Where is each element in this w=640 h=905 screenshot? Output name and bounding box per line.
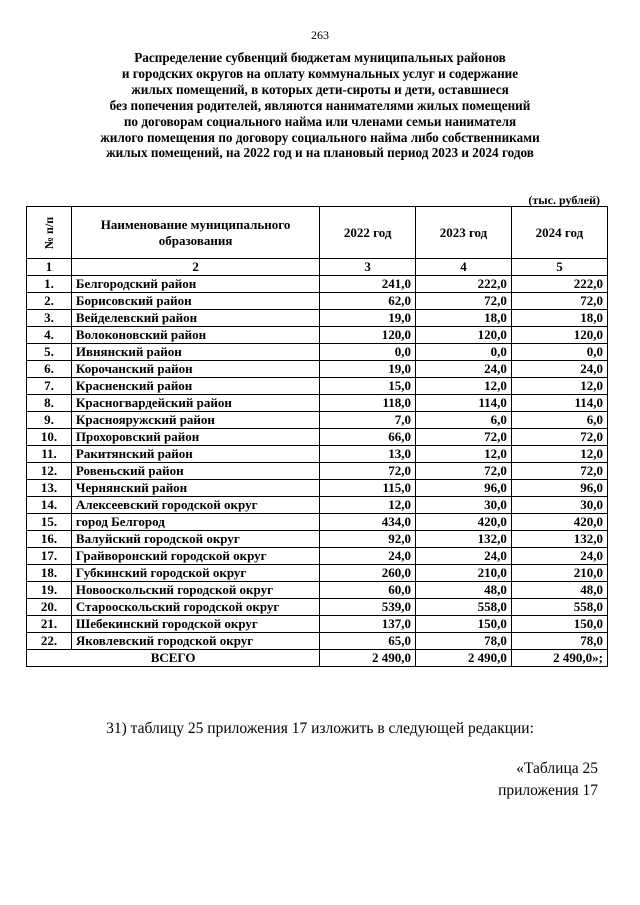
row-2023: 558,0 (416, 599, 512, 616)
column-number-row (27, 259, 608, 276)
row-2024: 420,0 (511, 514, 607, 531)
header-2024: 2024 год (511, 207, 607, 259)
title-line: без попечения родителей, являются нанимателями жилых помещений (109, 97, 531, 113)
row-number: 10. (27, 429, 72, 446)
column-number: 4 (416, 259, 512, 276)
row-number: 20. (27, 599, 72, 616)
row-number: 19. (27, 582, 72, 599)
row-2024: 114,0 (511, 395, 607, 412)
units-label: (тыс. рублей) (528, 193, 600, 207)
row-name: Корочанский район (71, 361, 319, 378)
title-line: Распределение субвенций бюджетам муниципальных районов (134, 50, 506, 65)
row-name: город Белгород (71, 514, 319, 531)
row-2023: 96,0 (416, 480, 512, 497)
title-line: жилых помещений, в которых дети-сироты и дети, оставшиеся (131, 81, 509, 97)
instruction-text: 31) таблицу 25 приложения 17 изложить в следующей редакции: (106, 720, 534, 737)
row-2022: 66,0 (320, 429, 416, 446)
table-row (27, 514, 608, 531)
row-2022: 15,0 (320, 378, 416, 395)
row-name: Алексеевский городской округ (71, 497, 319, 514)
header-num: № п/п (27, 207, 72, 259)
document-title (40, 50, 600, 161)
row-2023: 78,0 (416, 633, 512, 650)
page-number: 263 (311, 28, 329, 42)
row-2022: 13,0 (320, 446, 416, 463)
row-number: 12. (27, 463, 72, 480)
header-2022: 2022 год (320, 207, 416, 259)
title-line: жилого помещения по договору социального найма либо собственниками (100, 129, 540, 145)
table-header-row (27, 207, 608, 259)
row-name: Губкинский городской округ (71, 565, 319, 582)
column-number: 5 (511, 259, 607, 276)
row-2023: 12,0 (416, 378, 512, 395)
row-number: 8. (27, 395, 72, 412)
row-2023: 6,0 (416, 412, 512, 429)
row-number: 17. (27, 548, 72, 565)
title-line: по договорам социального найма или членами семьи нанимателя (123, 113, 517, 129)
row-2023: 24,0 (416, 548, 512, 565)
table-row (27, 344, 608, 361)
table-row (27, 395, 608, 412)
table-row (27, 480, 608, 497)
table-row (27, 293, 608, 310)
table-row (27, 616, 608, 633)
row-2022: 24,0 (320, 548, 416, 565)
row-name: Ракитянский район (71, 446, 319, 463)
row-name: Красногвардейский район (71, 395, 319, 412)
row-2023: 48,0 (416, 582, 512, 599)
title-line: жилых помещений, на 2022 год и на плановый период 2023 и 2024 годов (106, 145, 534, 161)
row-name: Старооскольский городской округ (71, 599, 319, 616)
table-row (27, 327, 608, 344)
header-2023: 2023 год (416, 207, 512, 259)
title-line: и городских округов на оплату коммунальных услуг и содержание (121, 65, 519, 81)
table-row (27, 565, 608, 582)
table-row (27, 310, 608, 327)
row-2022: 137,0 (320, 616, 416, 633)
row-2024: 30,0 (511, 497, 607, 514)
row-name: Краснояружский район (71, 412, 319, 429)
row-2022: 260,0 (320, 565, 416, 582)
table-row (27, 599, 608, 616)
row-number: 14. (27, 497, 72, 514)
table-row (27, 497, 608, 514)
row-2022: 0,0 (320, 344, 416, 361)
row-number: 21. (27, 616, 72, 633)
row-name: Борисовский район (71, 293, 319, 310)
row-number: 2. (27, 293, 72, 310)
row-2022: 241,0 (320, 276, 416, 293)
row-2022: 62,0 (320, 293, 416, 310)
row-2024: 6,0 (511, 412, 607, 429)
row-number: 1. (27, 276, 72, 293)
row-name: Чернянский район (71, 480, 319, 497)
row-2024: 12,0 (511, 378, 607, 395)
row-2024: 24,0 (511, 548, 607, 565)
row-number: 22. (27, 633, 72, 650)
row-2023: 30,0 (416, 497, 512, 514)
row-2022: 12,0 (320, 497, 416, 514)
row-name: Ровеньский район (71, 463, 319, 480)
row-name: Новооскольский городской округ (71, 582, 319, 599)
table-row (27, 378, 608, 395)
total-2024: 2 490,0»; (511, 650, 607, 667)
row-2023: 222,0 (416, 276, 512, 293)
row-2024: 558,0 (511, 599, 607, 616)
row-2022: 19,0 (320, 361, 416, 378)
table-row (27, 412, 608, 429)
row-name: Белгородский район (71, 276, 319, 293)
row-number: 9. (27, 412, 72, 429)
row-name: Шебекинский городской округ (71, 616, 319, 633)
total-2023: 2 490,0 (416, 650, 512, 667)
row-2023: 0,0 (416, 344, 512, 361)
row-name: Вейделевский район (71, 310, 319, 327)
row-2023: 150,0 (416, 616, 512, 633)
row-2023: 120,0 (416, 327, 512, 344)
row-2024: 18,0 (511, 310, 607, 327)
row-2023: 72,0 (416, 293, 512, 310)
row-number: 6. (27, 361, 72, 378)
row-number: 5. (27, 344, 72, 361)
row-number: 4. (27, 327, 72, 344)
table-row (27, 446, 608, 463)
row-2022: 92,0 (320, 531, 416, 548)
subsidy-table (26, 206, 608, 667)
row-number: 18. (27, 565, 72, 582)
row-2024: 0,0 (511, 344, 607, 361)
row-2024: 72,0 (511, 463, 607, 480)
table-ref-line: приложения 17 (498, 782, 598, 799)
row-2024: 24,0 (511, 361, 607, 378)
row-name: Прохоровский район (71, 429, 319, 446)
row-name: Ивнянский район (71, 344, 319, 361)
row-2022: 72,0 (320, 463, 416, 480)
row-2024: 96,0 (511, 480, 607, 497)
header-name: Наименование муниципального образования (71, 207, 319, 259)
total-row (27, 650, 608, 667)
row-2022: 539,0 (320, 599, 416, 616)
row-name: Яковлевский городской округ (71, 633, 319, 650)
row-2024: 48,0 (511, 582, 607, 599)
row-2023: 132,0 (416, 531, 512, 548)
column-number: 3 (320, 259, 416, 276)
table-row (27, 548, 608, 565)
table-row (27, 531, 608, 548)
row-2022: 115,0 (320, 480, 416, 497)
row-2023: 18,0 (416, 310, 512, 327)
row-2022: 434,0 (320, 514, 416, 531)
row-number: 15. (27, 514, 72, 531)
table-row (27, 361, 608, 378)
row-2024: 120,0 (511, 327, 607, 344)
row-2022: 118,0 (320, 395, 416, 412)
row-name: Красненский район (71, 378, 319, 395)
row-name: Грайворонский городской округ (71, 548, 319, 565)
row-2024: 78,0 (511, 633, 607, 650)
table-row (27, 633, 608, 650)
row-2023: 420,0 (416, 514, 512, 531)
row-2024: 72,0 (511, 429, 607, 446)
row-2023: 114,0 (416, 395, 512, 412)
row-2022: 65,0 (320, 633, 416, 650)
total-2022: 2 490,0 (320, 650, 416, 667)
row-number: 11. (27, 446, 72, 463)
row-number: 3. (27, 310, 72, 327)
row-number: 7. (27, 378, 72, 395)
row-2024: 12,0 (511, 446, 607, 463)
total-label: ВСЕГО (27, 650, 320, 667)
row-2024: 132,0 (511, 531, 607, 548)
row-2023: 210,0 (416, 565, 512, 582)
table-ref-line: «Таблица 25 (516, 760, 598, 777)
column-number: 1 (27, 259, 72, 276)
row-2024: 222,0 (511, 276, 607, 293)
row-2024: 150,0 (511, 616, 607, 633)
row-number: 16. (27, 531, 72, 548)
table-row (27, 463, 608, 480)
table-row (27, 429, 608, 446)
row-2023: 72,0 (416, 463, 512, 480)
row-2023: 72,0 (416, 429, 512, 446)
row-2022: 19,0 (320, 310, 416, 327)
row-name: Валуйский городской округ (71, 531, 319, 548)
row-2023: 12,0 (416, 446, 512, 463)
table-row (27, 582, 608, 599)
row-2022: 7,0 (320, 412, 416, 429)
row-name: Волоконовский район (71, 327, 319, 344)
row-2022: 60,0 (320, 582, 416, 599)
row-2023: 24,0 (416, 361, 512, 378)
table-reference (498, 758, 598, 802)
row-number: 13. (27, 480, 72, 497)
row-2024: 72,0 (511, 293, 607, 310)
row-2024: 210,0 (511, 565, 607, 582)
table-row (27, 276, 608, 293)
row-2022: 120,0 (320, 327, 416, 344)
column-number: 2 (71, 259, 319, 276)
